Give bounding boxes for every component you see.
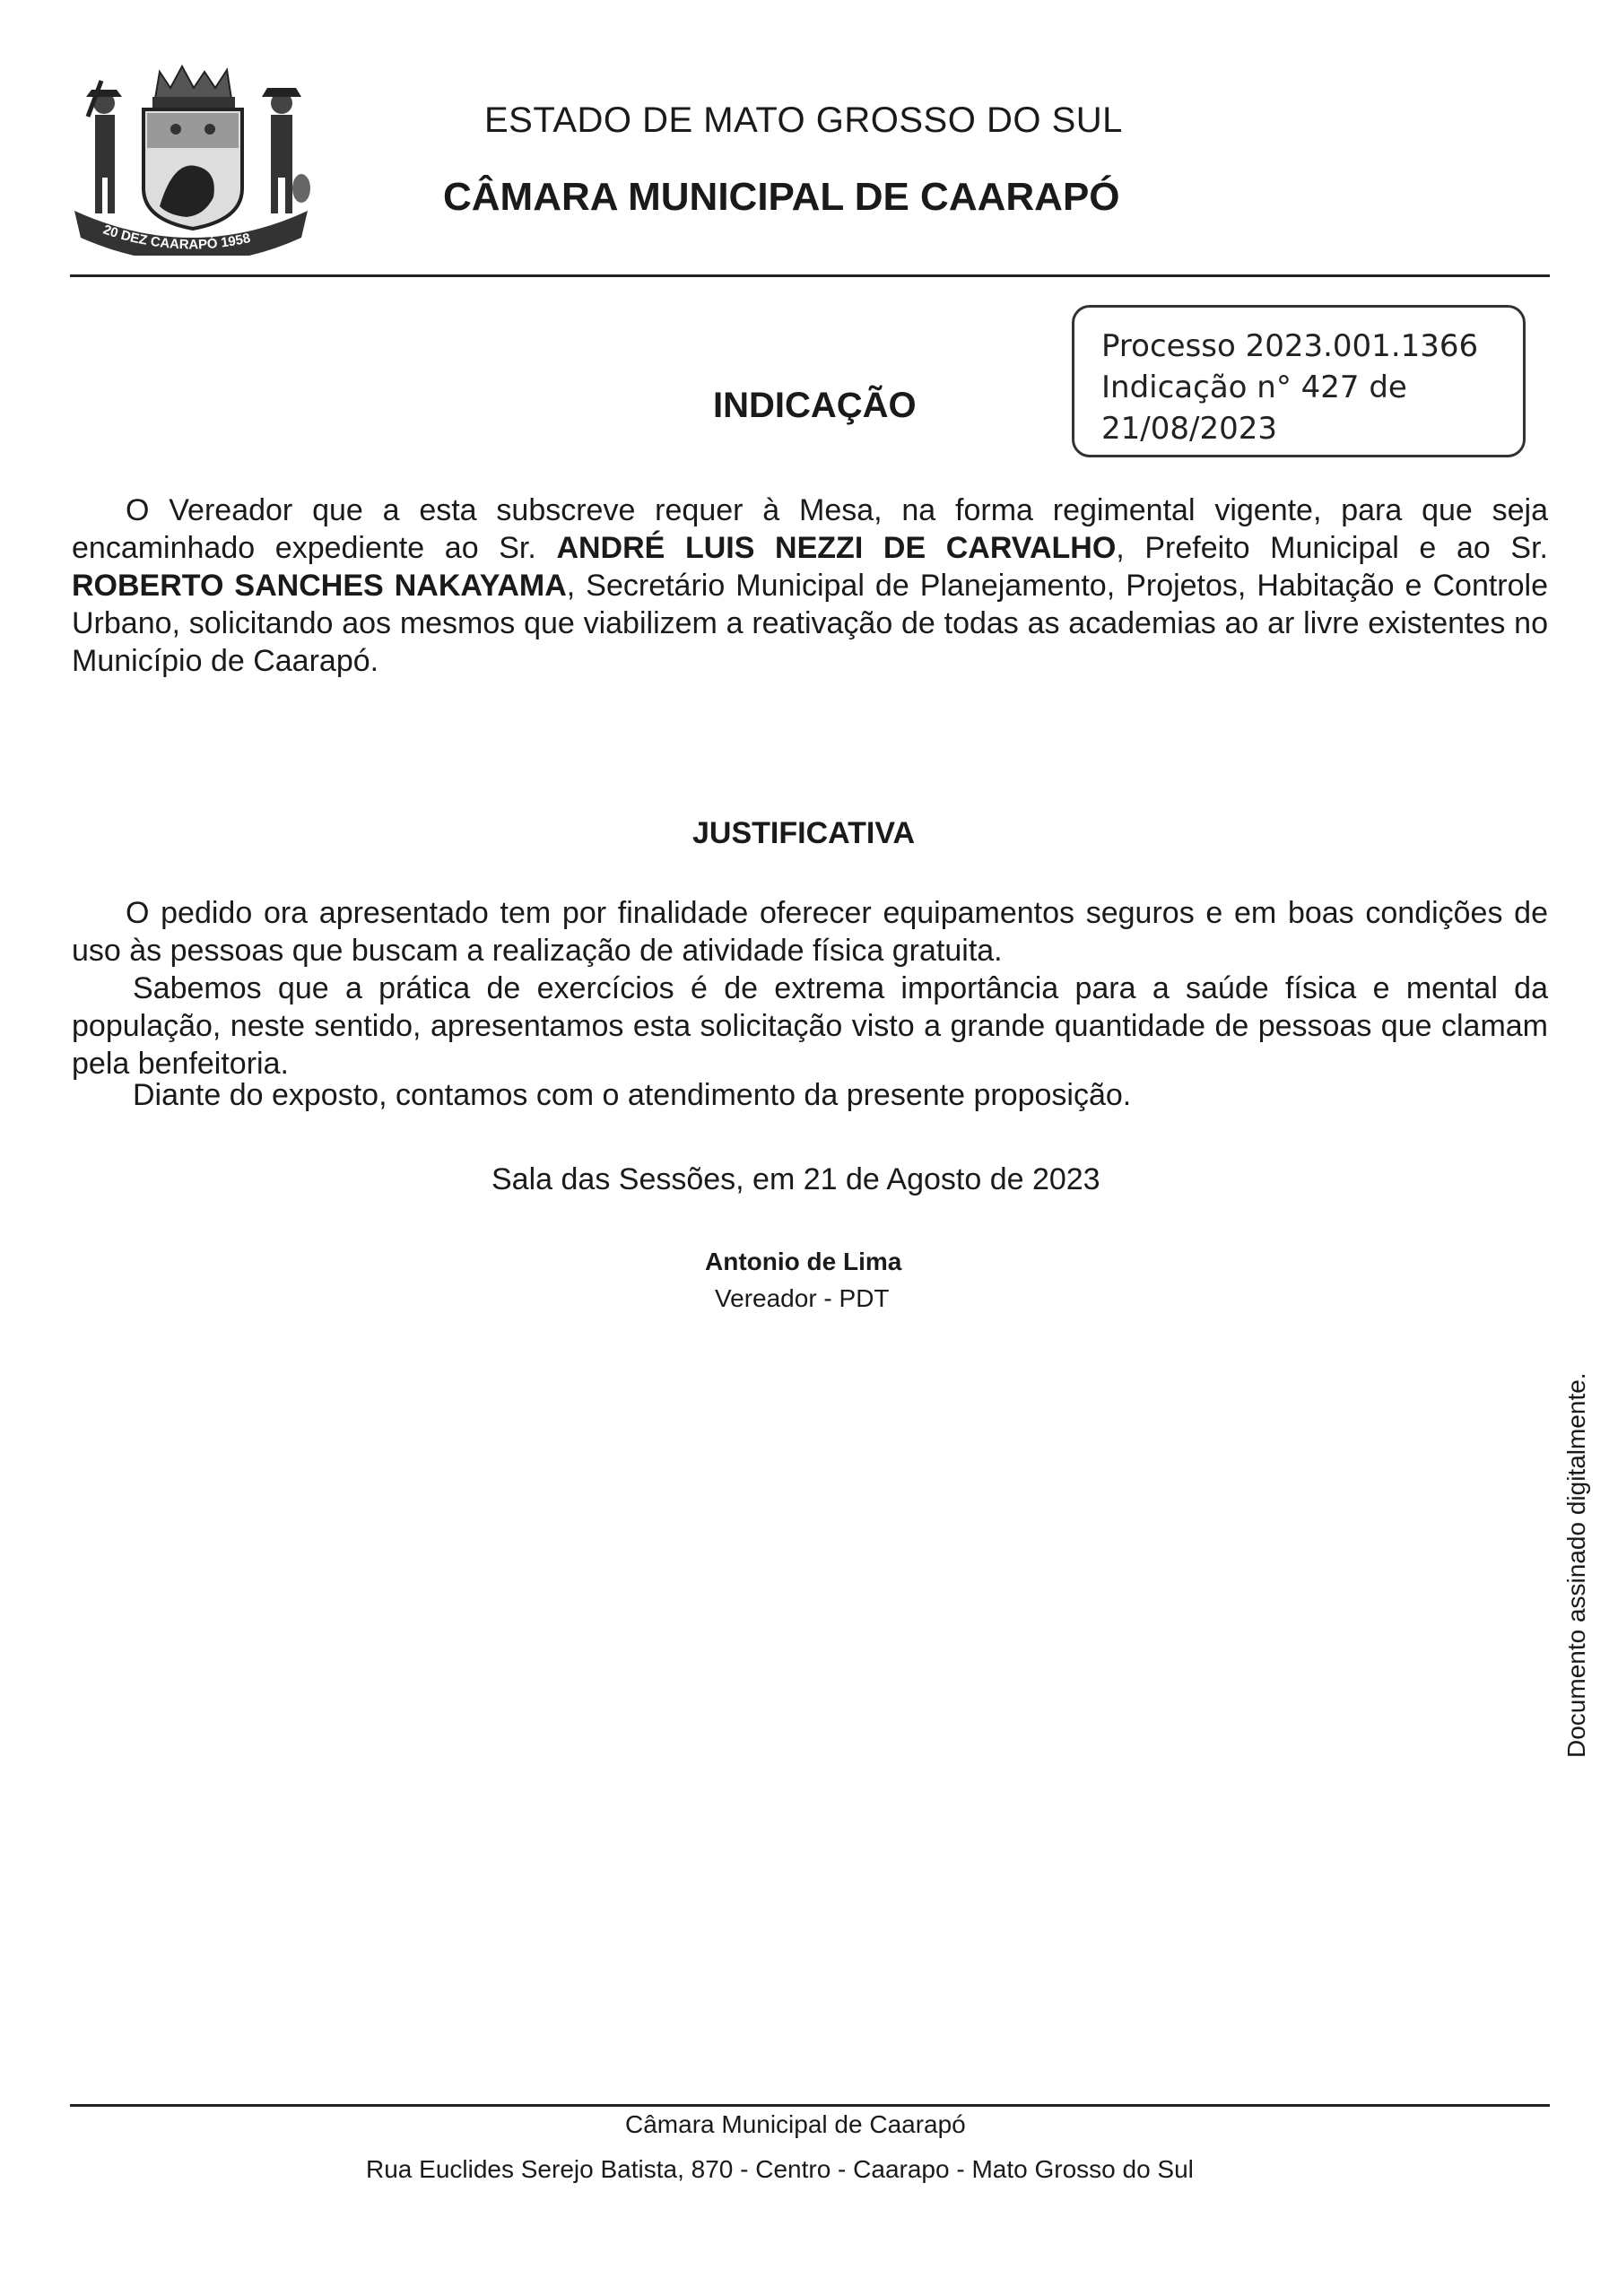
document-title: INDICAÇÃO xyxy=(713,386,917,425)
header-divider xyxy=(70,274,1550,277)
indication-text-2: , Prefeito Municipal e ao Sr. xyxy=(1116,531,1548,565)
place-and-date: Sala das Sessões, em 21 de Agosto de 2023 xyxy=(491,1162,1100,1196)
footer-institution: Câmara Municipal de Caarapó xyxy=(625,2110,966,2138)
process-info-box xyxy=(1072,305,1526,457)
process-number: Processo 2023.001.1366 xyxy=(1101,328,1479,364)
indication-text-1: O Vereador que a esta subscreve requer à Mesa, na forma regimental vigente, para que seja encaminhado expediente ao Sr. xyxy=(72,493,1548,565)
mayor-name: ANDRÉ LUIS NEZZI DE CARVALHO xyxy=(556,531,1117,565)
indication-number: Indicação n° 427 de xyxy=(1101,370,1407,405)
footer-divider xyxy=(70,2104,1550,2107)
institution-heading: CÂMARA MUNICIPAL DE CAARAPÓ xyxy=(443,175,1120,219)
secretary-name: ROBERTO SANCHES NAKAYAMA xyxy=(72,569,567,603)
indication-date: 21/08/2023 xyxy=(1101,411,1277,447)
indication-text-3: , Secretário Municipal de Planejamento, Projetos, Habitação e Controle Urbano, solicitando aos mesmos que viabilizem a reativação de todas as academias ao ar livre existentes no Município de Caarapó. xyxy=(72,569,1548,678)
justification-paragraph-3: Diante do exposto, contamos com o atendimento da presente proposição. xyxy=(133,1078,1132,1112)
coat-of-arms-icon xyxy=(70,63,312,256)
logo-banner-text: 20 DEZ CAARAPÓ 1958 xyxy=(100,222,252,253)
coat-of-arms-logo xyxy=(70,63,312,256)
footer-address: Rua Euclides Serejo Batista, 870 - Centro - Caarapo - Mato Grosso do Sul xyxy=(366,2155,1194,2183)
justification-title: JUSTIFICATIVA xyxy=(692,816,916,850)
justification-paragraph-1: O pedido ora apresentado tem por finalidade oferecer equipamentos seguros e em boas condições de uso às pessoas que buscam a realização de atividade física gratuita. xyxy=(72,896,1548,968)
state-heading: ESTADO DE MATO GROSSO DO SUL xyxy=(484,100,1123,140)
justification-paragraph-2: Sabemos que a prática de exercícios é de extrema importância para a saúde física e mental da população, neste sentido, apresentamos esta solicitação visto a grande quantidade de pessoas que clamam pela benfeitoria. xyxy=(72,971,1548,1081)
signer-name: Antonio de Lima xyxy=(705,1248,902,1275)
signer-role: Vereador - PDT xyxy=(715,1284,890,1312)
digital-signature-note: Documento assinado digitalmente. xyxy=(1562,1372,1590,1758)
indication-paragraph xyxy=(72,491,1548,680)
